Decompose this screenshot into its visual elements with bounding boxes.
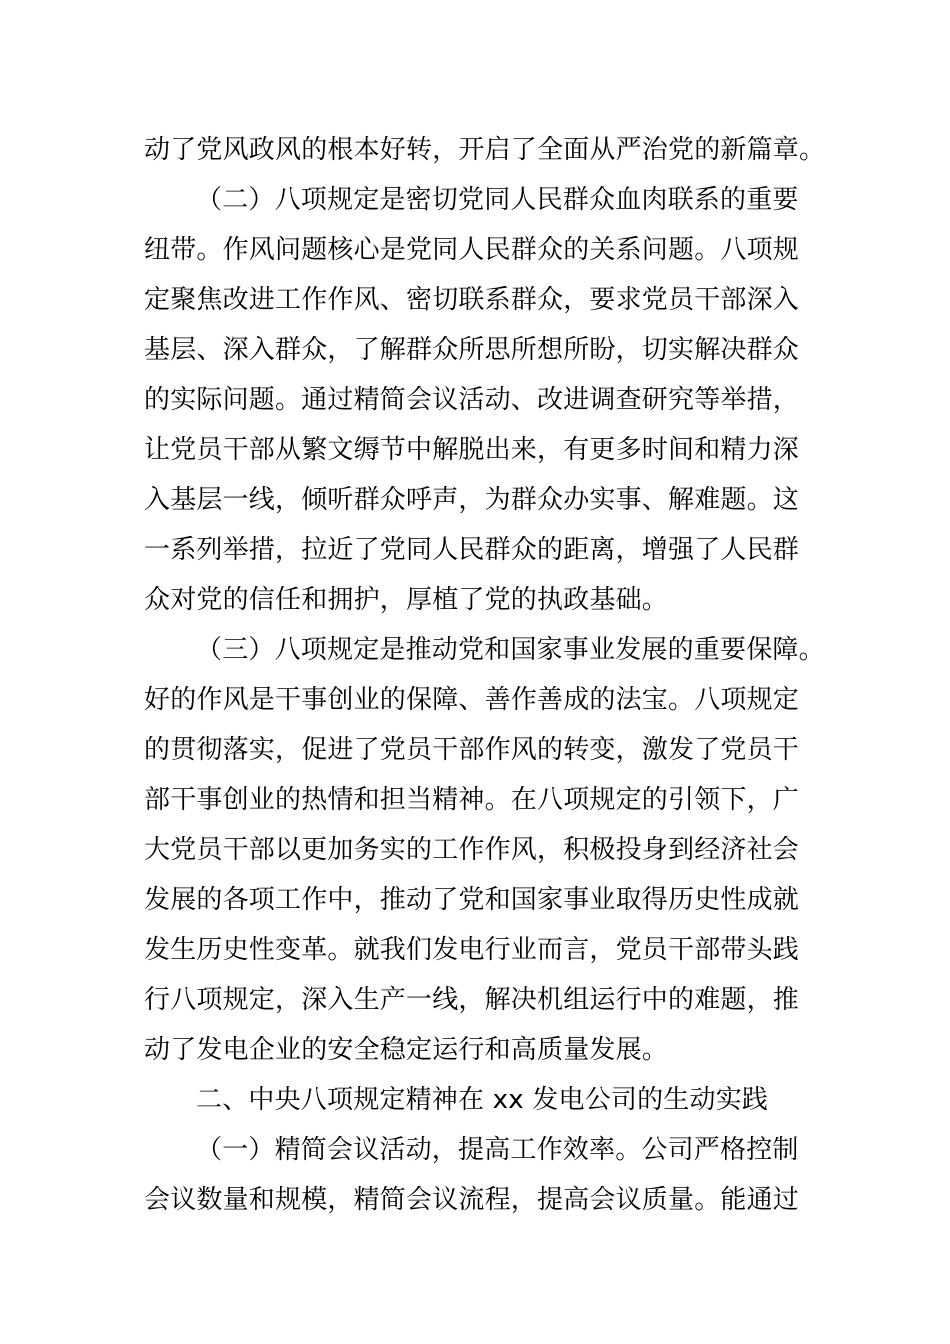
text-line-22: 会议数量和规模，精简会议流程，提高会议质量。能通过 bbox=[144, 1185, 800, 1215]
section-heading: 二、中央八项规定精神在 xx 发电公司的生动实践 bbox=[196, 1085, 769, 1115]
text-line-12: 好的作风是干事创业的保障、善作善成的法宝。八项规定 bbox=[144, 685, 800, 715]
text-line-16: 发展的各项工作中，推动了党和国家事业取得历史性成就 bbox=[144, 885, 800, 915]
text-line-1: 动了党风政风的根本好转，开启了全面从严治党的新篇章。 bbox=[144, 135, 826, 165]
text-line-7: 让党员干部从繁文缛节中解脱出来，有更多时间和精力深 bbox=[144, 435, 800, 465]
paragraph-heading-3: （三）八项规定是推动党和国家事业发展的重要保障。 bbox=[196, 635, 825, 665]
text-line-8: 入基层一线，倾听群众呼声，为群众办实事、解难题。这 bbox=[144, 485, 800, 515]
text-line-5: 基层、深入群众，了解群众所思所想所盼，切实解决群众 bbox=[144, 335, 800, 365]
text-line-15: 大党员干部以更加务实的工作作风，积极投身到经济社会 bbox=[144, 835, 800, 865]
text-line-19: 动了发电企业的安全稳定运行和高质量发展。 bbox=[144, 1035, 669, 1065]
text-line-10: 众对党的信任和拥护，厚植了党的执政基础。 bbox=[144, 585, 669, 615]
text-line-13: 的贯彻落实，促进了党员干部作风的转变，激发了党员干 bbox=[144, 735, 800, 765]
text-line-9: 一系列举措，拉近了党同人民群众的距离，增强了人民群 bbox=[144, 535, 800, 565]
text-line-3: 纽带。作风问题核心是党同人民群众的关系问题。八项规 bbox=[144, 235, 800, 265]
text-line-18: 行八项规定，深入生产一线，解决机组运行中的难题，推 bbox=[144, 985, 800, 1015]
paragraph-heading-1: （一）精简会议活动，提高工作效率。公司严格控制 bbox=[196, 1135, 799, 1165]
text-line-6: 的实际问题。通过精简会议活动、改进调查研究等举措， bbox=[144, 385, 800, 415]
text-line-14: 部干事创业的热情和担当精神。在八项规定的引领下，广 bbox=[144, 785, 800, 815]
text-line-17: 发生历史性变革。就我们发电行业而言，党员干部带头践 bbox=[144, 935, 800, 965]
paragraph-heading-2: （二）八项规定是密切党同人民群众血肉联系的重要 bbox=[196, 185, 799, 215]
text-line-4: 定聚焦改进工作作风、密切联系群众，要求党员干部深入 bbox=[144, 285, 800, 315]
